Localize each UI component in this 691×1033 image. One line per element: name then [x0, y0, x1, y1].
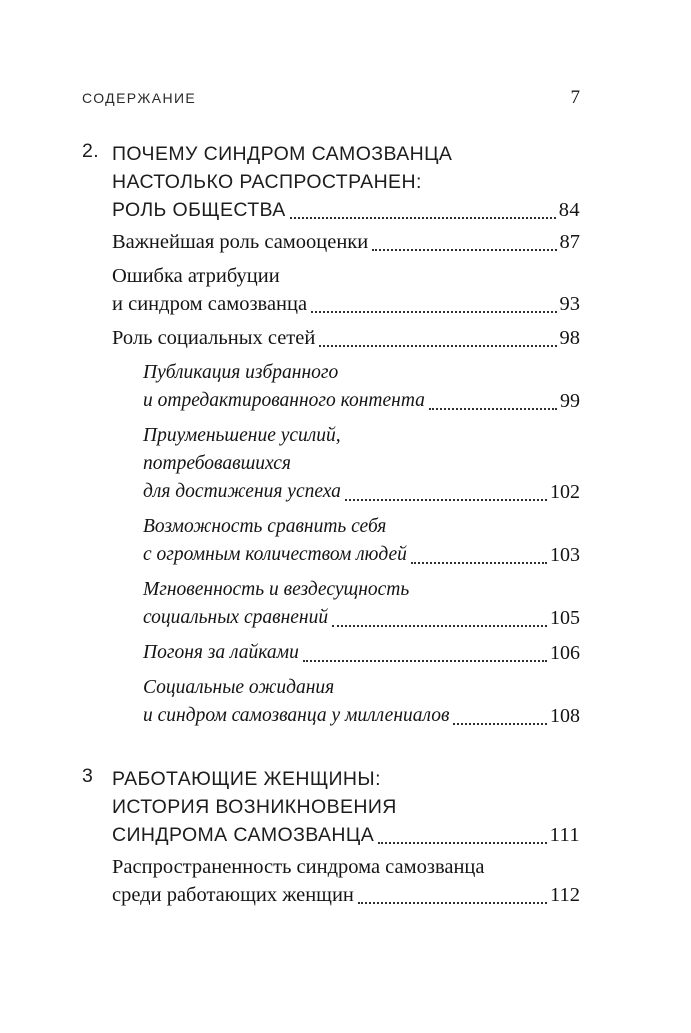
entry-line: Роль социальных сетей [112, 327, 316, 349]
page-number: 108 [550, 705, 580, 727]
running-title: СОДЕРЖАНИЕ [82, 90, 197, 106]
toc-entry-section[interactable] [82, 324, 580, 352]
entry-line: РАБОТАЮЩИЕ ЖЕНЩИНЫ: [112, 768, 381, 790]
toc-entry-subsection[interactable] [82, 576, 580, 632]
entry-line: Возможность сравнить себя [143, 516, 387, 537]
page-number: 106 [550, 642, 580, 664]
entry-line: с огромным количеством людей [143, 544, 407, 565]
page-number: 103 [550, 544, 580, 566]
running-header [82, 87, 580, 108]
toc-entry-subsection[interactable] [82, 639, 580, 667]
page-number: 84 [558, 199, 580, 221]
entry-line: для достижения успеха [143, 481, 341, 502]
dot-leader [453, 702, 547, 725]
entry-line: Мгновенность и вездесущность [143, 579, 410, 600]
entry-line: Погоня за лайками [143, 642, 299, 663]
dot-leader [332, 604, 547, 627]
page-number: 105 [550, 607, 580, 629]
toc-entry-section[interactable] [82, 228, 580, 256]
entry-line: Социальные ожидания [143, 677, 335, 698]
entry-line: Публикация избранного [143, 362, 339, 383]
entry-line: среди работающих женщин [112, 884, 354, 906]
toc-entry-chapter-3[interactable] [82, 765, 580, 849]
dot-leader [319, 324, 556, 347]
entry-line: Ошибка атрибуции [112, 265, 280, 287]
entry-line: Распространенность синдрома самозванца [112, 856, 485, 878]
page-number: 98 [559, 327, 580, 349]
entry-line: НАСТОЛЬКО РАСПРОСТРАНЕН: [112, 171, 422, 193]
page-number: 111 [549, 824, 580, 846]
entry-line: потребовавшихся [143, 453, 291, 474]
dot-leader [303, 639, 547, 662]
entry-line: Важнейшая роль самооценки [112, 231, 369, 253]
entry-line: и синдром самозванца [112, 293, 308, 315]
page-number: 87 [559, 231, 580, 253]
page-number: 112 [550, 884, 580, 906]
dot-leader [311, 290, 556, 313]
entry-line: ИСТОРИЯ ВОЗНИКНОВЕНИЯ [112, 796, 397, 818]
toc-entry-chapter-2[interactable] [82, 140, 580, 224]
dot-leader [378, 821, 546, 844]
entry-line: и синдром самозванца у миллениалов [143, 705, 450, 726]
entry-line: Приуменьшение усилий, [143, 425, 341, 446]
toc-entry-subsection[interactable] [82, 513, 580, 569]
toc-entry-subsection[interactable] [82, 674, 580, 730]
toc-entry-section[interactable] [82, 262, 580, 318]
chapter-number: 3 [82, 765, 94, 787]
dot-leader [429, 387, 557, 410]
chapter-number: 2. [82, 140, 100, 162]
page-number: 102 [550, 481, 580, 503]
toc-entry-subsection[interactable] [82, 359, 580, 415]
dot-leader [290, 196, 556, 219]
dot-leader [411, 541, 547, 564]
entry-line: ПОЧЕМУ СИНДРОМ САМОЗВАНЦА [112, 143, 453, 165]
toc-entry-subsection[interactable] [82, 422, 580, 506]
page-number: 99 [560, 390, 580, 412]
entry-line: социальных сравнений [143, 607, 329, 628]
page-folio: 7 [570, 87, 580, 108]
dot-leader [372, 228, 556, 251]
toc-entry-section[interactable] [82, 853, 580, 909]
entry-line: СИНДРОМА САМОЗВАНЦА [112, 824, 375, 846]
dot-leader [345, 478, 547, 501]
entry-line: РОЛЬ ОБЩЕСТВА [112, 199, 286, 221]
entry-line: и отредактированного контента [143, 390, 425, 411]
page-number: 93 [559, 293, 580, 315]
dot-leader [358, 881, 547, 904]
